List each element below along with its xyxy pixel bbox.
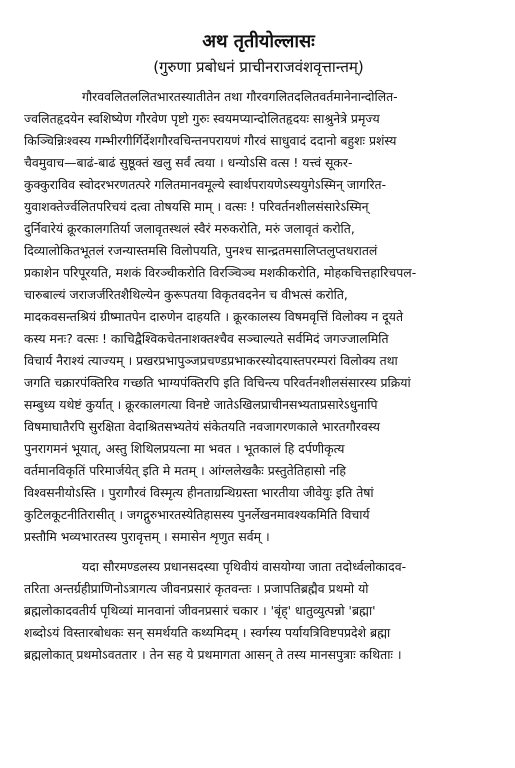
text-line: विषमाघातैरपि सुरक्षिता वेदाश्रितसभ्यतेयं संकेतयति नवजागरणकाले भारतगौरवस्य: [24, 419, 380, 434]
text-line: दिव्यालोकितभूतलं रजन्यास्तमसि विलोपयति, पुनश्च सान्द्रतमसालिप्तलुप्तधरातलं: [24, 243, 378, 258]
paragraph-2: [24, 556, 493, 666]
text-line: प्रकाशेन परिपूरयति, मशकं विरञ्चीकरोति विरञ्चिञ्च मशकीकरोति, मोहकचित्तहारिचपल-: [24, 265, 417, 280]
text-line: कुटिलकूटनीतिरासीत् । जगद्गुरुभारतस्येतिहासस्य पुनर्लेखनमावश्यकमिति विचार्य: [24, 507, 370, 522]
text-line: विश्वसनीयोऽस्ति । पुरागौरवं विस्मृत्य हीनताग्रन्थिग्रस्ता भारतीया जीवेयुः इति तेषां: [24, 485, 374, 500]
text-line: कुक्कुराविव स्वोदरभरणतत्परे गलितमानवमूल्ये स्वार्थपरायणेऽस्ययुगेऽस्मिन् जागरित-: [24, 177, 387, 192]
text-line: दुर्निवारेयं क्रूरकालगतिर्या जलावृतस्थलं स्वैरं मरुकरोति, मरुं जलावृतं करोति,: [24, 221, 355, 236]
text-line: चारुबाल्यं जराजर्जरितशैथिल्येन कुरूपतया विकृतवदनेन च वीभत्सं करोति,: [24, 287, 348, 302]
text-line: विचार्य नैराश्यं त्याज्यम् । प्रखरप्रभापुञ्जप्रचण्डप्रभाकरस्योदयास्तपरम्परां विलोक्य तथा: [24, 353, 398, 368]
text-line: कस्य मनः? वत्सः ! काचिद्वैश्विकचेतनाशक्तश्चैव सञ्चाल्यते सर्वमिदं जगज्जालमिति: [24, 331, 389, 346]
text-line: किञ्चिन्निःश्वस्य गम्भीरगीर्गिर्देशगौरवचिन्तनपरायणं गौरवं साधुवादं ददानो बहुशः प्रशंस्य: [24, 133, 397, 148]
text-line: युवाशक्तेर्ज्वलितपरिचयं दत्वा तोषयसि माम् । वत्सः ! परिवर्तनशीलसंसारेऽस्मिन्: [24, 199, 369, 214]
text-line: यदा सौरमण्डलस्य प्रधानसदस्या पृथिवीयं वासयोग्या जाता तदोर्ध्वलोकादव-: [82, 559, 407, 574]
text-line: मादकवसन्तश्रियं ग्रीष्मातपेन दारुणेन दाहयति । क्रूरकालस्य विषमवृत्तिं विलोक्य न दूयते: [24, 309, 404, 324]
text-line: गौरववलितललितभारतस्यातीतेन तथा गौरवगलितदलितवर्तमानेनान्दोलित-: [82, 89, 398, 104]
chapter-subtitle: (गुरुणा प्रबोधनं प्राचीनराजवंशवृत्तान्तम्): [153, 58, 364, 76]
paragraph-1: [24, 86, 493, 548]
text-line: सम्बुध्य यथेष्टं कुर्यात् । क्रूरकालगत्या विनष्टे जातेऽखिलप्राचीनसभ्यताप्रसारेऽधुनापि: [24, 397, 378, 412]
text-line: तरिता अन्तर्ग्रहीप्राणिनोऽत्रागत्य जीवनप्रसारं कृतवन्तः । प्रजापतिब्रह्मैव प्रथमो यो: [24, 581, 369, 596]
text-line: चैवमुवाच—बाढं-बाढं सुष्ठूक्तं खलु सर्वं त्वया । धन्योऽसि वत्स ! यत्त्वं सूकर-: [24, 155, 353, 170]
text-line: वर्तमानविकृतिं परिमार्जयेत् इति मे मतम् । आंग्ललेखकैः प्रस्तुतेतिहासो नहि: [24, 463, 346, 478]
text-line: जगति चक्रारपंक्तिरिव गच्छति भाग्यपंक्तिरपि इति विचिन्त्य परिवर्तनशीलसंसारस्य प्रक्रियां: [24, 375, 411, 390]
text-line: ज्वलितहृदयेन स्वशिष्येण गौरवेण पृष्टो गुरुः स्वयमप्यान्दोलितहृदयः साश्रुनेत्रे प्रमृज्य: [24, 111, 380, 126]
text-line: शब्दोऽयं विस्तारबोधकः सन् समर्थयति कथ्यमिदम् । स्वर्गस्य पर्यायत्रिविष्टपप्रदेशे ब्रह्मा: [24, 625, 391, 640]
chapter-title: अथ तृतीयोल्लासः: [202, 31, 315, 52]
text-line: पुनरागमनं भूयात्, अस्तु शिथिलप्रयत्ना मा भवत । भूतकालं हि दर्पणीकृत्य: [24, 441, 345, 456]
text-line: ब्रह्मलोकात् प्रथमोऽवततार । तेन सह ये प्रथमागता आसन् ते तस्य मानसपुत्राः कथिताः ।: [24, 647, 402, 662]
text-line: ब्रह्मलोकादवतीर्य पृथिव्यां मानवानां जीवनप्रसारं चकार । 'बृंह्' धातुव्युत्पन्नो 'ब्रह्मा': [24, 603, 376, 618]
text-line: प्रस्तौमि भव्यभारतस्य पुरावृत्तम् । समासेन शृणुत सर्वम् ।: [24, 529, 270, 544]
